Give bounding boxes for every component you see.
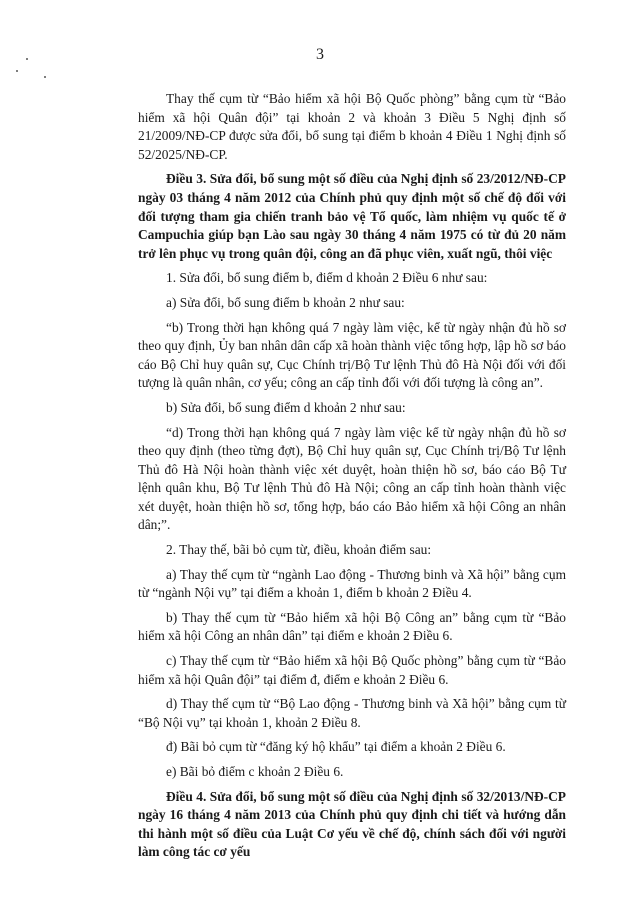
scan-speck: [16, 70, 18, 72]
scan-speck: [44, 76, 46, 78]
page-number: 3: [316, 46, 324, 63]
paragraph: “b) Trong thời hạn không quá 7 ngày làm việc, kể từ ngày nhận đủ hồ sơ theo quy định, Ủy ban nhân dân cấp xã hoàn thành việc tổng hợp, lập hồ sơ báo cáo Bộ Chỉ huy quân sự, Cục Chính trị/Bộ Tư lệnh Thủ đô Hà Nội đối với đối tượng là quân nhân, cơ yếu; công an cấp tỉnh đối với đối tượng là công an”.: [138, 319, 566, 391]
paragraph: 1. Sửa đổi, bổ sung điểm b, điểm d khoản 2 Điều 6 như sau:: [166, 270, 488, 286]
paragraph: “d) Trong thời hạn không quá 7 ngày làm việc kể từ ngày nhận đủ hồ sơ theo quy định (theo từng đợt), Bộ Chỉ huy quân sự, Cục Chính trị/Bộ Tư lệnh Thủ đô Hà Nội hoàn thành việc xét duyệt, hoàn thiện hồ sơ, báo cáo Bộ Tư lệnh quân khu, Bộ Tư lệnh Thủ đô Hà Nội; công an cấp tỉnh hoàn thành việc xét duyệt, hoàn thiện hồ sơ, tổng hợp, báo cáo Bảo hiểm xã hội Công an nhân dân;”.: [138, 424, 566, 533]
article-heading: Điều 3. Sửa đổi, bổ sung một số điều của Nghị định số 23/2012/NĐ-CP ngày 03 tháng 4 năm 2012 của Chính phủ quy định một số chế độ đối với đối tượng tham gia chiến tranh bảo vệ Tổ quốc, làm nhiệm vụ quốc tế ở Campuchia giúp bạn Lào sau ngày 30 tháng 4 năm 1975 có từ đủ 20 năm trở lên phục vụ trong quân đội, công an đã phục viên, xuất ngũ, thôi việc: [138, 171, 566, 261]
paragraph: Thay thế cụm từ “Bảo hiểm xã hội Bộ Quốc phòng” bằng cụm từ “Bảo hiểm xã hội Quân đội” tại khoản 2 và khoản 3 Điều 5 Nghị định số 21/2009/NĐ-CP được sửa đổi, bổ sung tại điểm b khoản 4 Điều 1 Nghị định số 52/2025/NĐ-CP.: [138, 91, 566, 162]
paragraph: a) Sửa đổi, bổ sung điểm b khoản 2 như sau:: [166, 294, 405, 310]
paragraph: e) Bãi bỏ điểm c khoản 2 Điều 6.: [166, 764, 344, 779]
paragraph: b) Thay thế cụm từ “Bảo hiểm xã hội Bộ Công an” bằng cụm từ “Bảo hiểm xã hội Công an nhân dân” tại điểm e khoản 2 Điều 6.: [138, 609, 566, 644]
paragraph: a) Thay thế cụm từ “ngành Lao động - Thương binh và Xã hội” bằng cụm từ “ngành Nội vụ” tại điểm a khoản 1, điểm b khoản 2 Điều 4.: [138, 566, 566, 601]
paragraph: đ) Bãi bỏ cụm từ “đăng ký hộ khẩu” tại điểm a khoản 2 Điều 6.: [166, 739, 506, 755]
paragraph: 2. Thay thế, bãi bỏ cụm từ, điều, khoản điểm sau:: [166, 542, 432, 558]
article-heading: Điều 4. Sửa đổi, bổ sung một số điều của Nghị định số 32/2013/NĐ-CP ngày 16 tháng 4 năm 2013 của Chính phủ quy định chi tiết và hướng dẫn thi hành một số điều của Luật Cơ yếu về chế độ, chính sách đối với người làm công tác cơ yếu: [138, 788, 566, 860]
document-body: [138, 90, 566, 866]
paragraph: b) Sửa đổi, bổ sung điểm d khoản 2 như sau:: [166, 399, 406, 415]
paragraph: c) Thay thế cụm từ “Bảo hiểm xã hội Bộ Quốc phòng” bằng cụm từ “Bảo hiểm xã hội Quân đội” tại điểm đ, điểm e khoản 2 Điều 6.: [138, 653, 566, 687]
paragraph: d) Thay thế cụm từ “Bộ Lao động - Thương binh và Xã hội” bằng cụm từ “Bộ Nội vụ” tại khoản 1, khoản 2 Điều 8.: [138, 696, 566, 730]
